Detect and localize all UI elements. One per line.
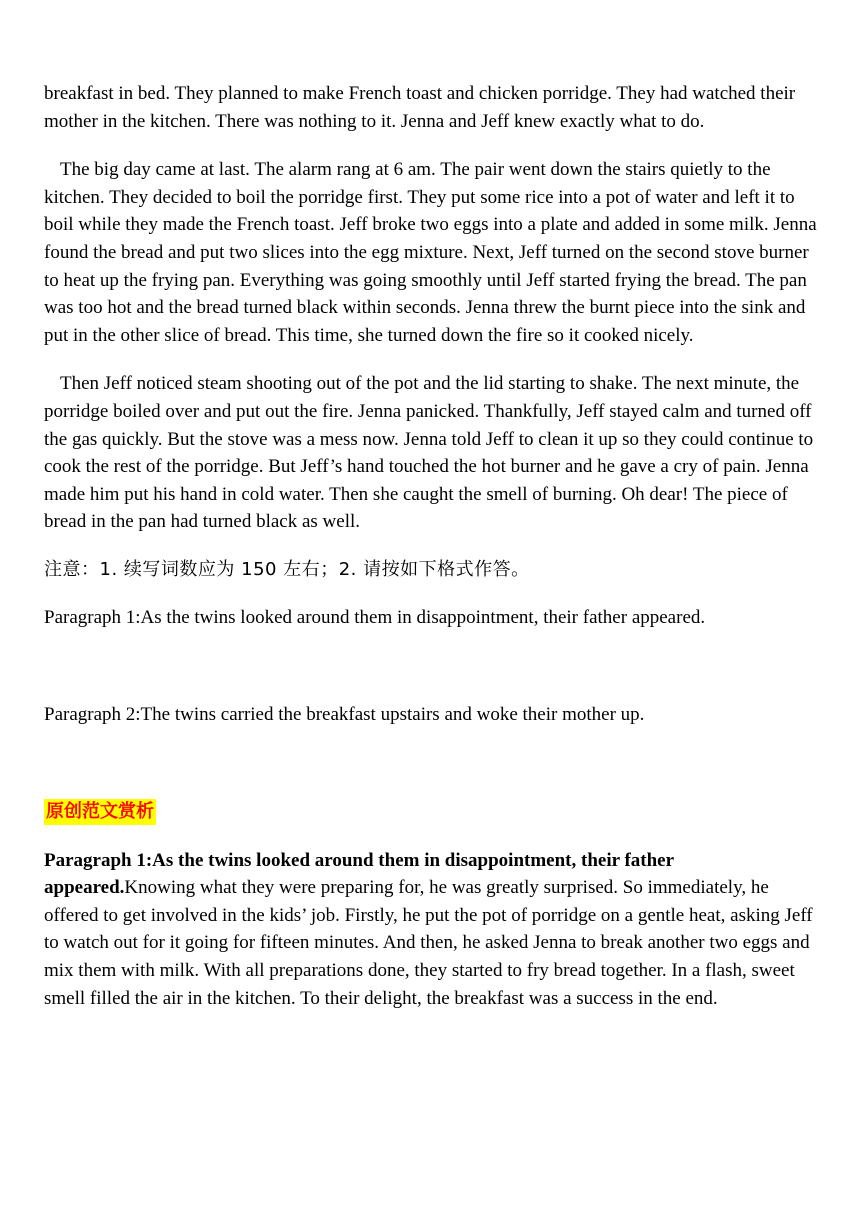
- model-answer-paragraph: [44, 847, 824, 1013]
- model-answer-body: Knowing what they were preparing for, he was greatly surprised. So immediately, he offered to get involved in the kids’ job. Firstly, he put the pot of porridge on a gentle heat, asking Jeff to watch out for it going for fifteen minutes. And then, he asked Jenna to break another two eggs and mix them with milk. With all preparations done, they started to fry bread together. In a flash, sweet smell filled the air in the kitchen. To their delight, the breakfast was a success in the end.: [44, 877, 813, 1009]
- instruction-note: 注意：1. 续写词数应为 150 左右；2. 请按如下格式作答。: [44, 558, 530, 580]
- prompt-paragraph-2: Paragraph 2:The twins carried the breakfast upstairs and woke their mother up.: [44, 704, 645, 726]
- model-answer-lead: Paragraph 1:As the twins looked around them in disappointment, their father appeared.: [44, 849, 674, 899]
- section-heading: 原创范文赏析: [44, 799, 156, 825]
- story-paragraph-2: The big day came at last. The alarm rang at 6 am. The pair went down the stairs quietly to the kitchen. They decided to boil the porridge first. They put some rice into a pot of water and left it to boil while they made the French toast. Jeff broke two eggs into a plate and added in some milk. Jenna found the bread and put two slices into the egg mixture. Next, Jeff turned on the second stove burner to heat up the frying pan. Everything was going smoothly until Jeff started frying the bread. The pan was too hot and the bread turned black within seconds. Jenna threw the burnt piece into the sink and put in the other slice of bread. This time, she turned down the fire so it cooked nicely.: [44, 159, 817, 346]
- document-page: [44, 80, 824, 1012]
- section-heading-wrap: [44, 797, 824, 827]
- story-paragraph-1: breakfast in bed. They planned to make French toast and chicken porridge. They had watched their mother in the kitchen. There was nothing to it. Jenna and Jeff knew exactly what to do.: [44, 83, 796, 132]
- prompt-paragraph-1: Paragraph 1:As the twins looked around them in disappointment, their father appeared.: [44, 606, 706, 628]
- story-paragraph-3: Then Jeff noticed steam shooting out of the pot and the lid starting to shake. The next minute, the porridge boiled over and put out the fire. Jenna panicked. Thankfully, Jeff stayed calm and turned off the gas quickly. But the stove was a mess now. Jenna told Jeff to clean it up so they could continue to cook the rest of the porridge. But Jeff’s hand touched the hot burner and he gave a cry of pain. Jenna made him put his hand in cold water. Then she caught the smell of burning. Oh dear! The piece of bread in the pan had turned black as well.: [44, 373, 814, 533]
